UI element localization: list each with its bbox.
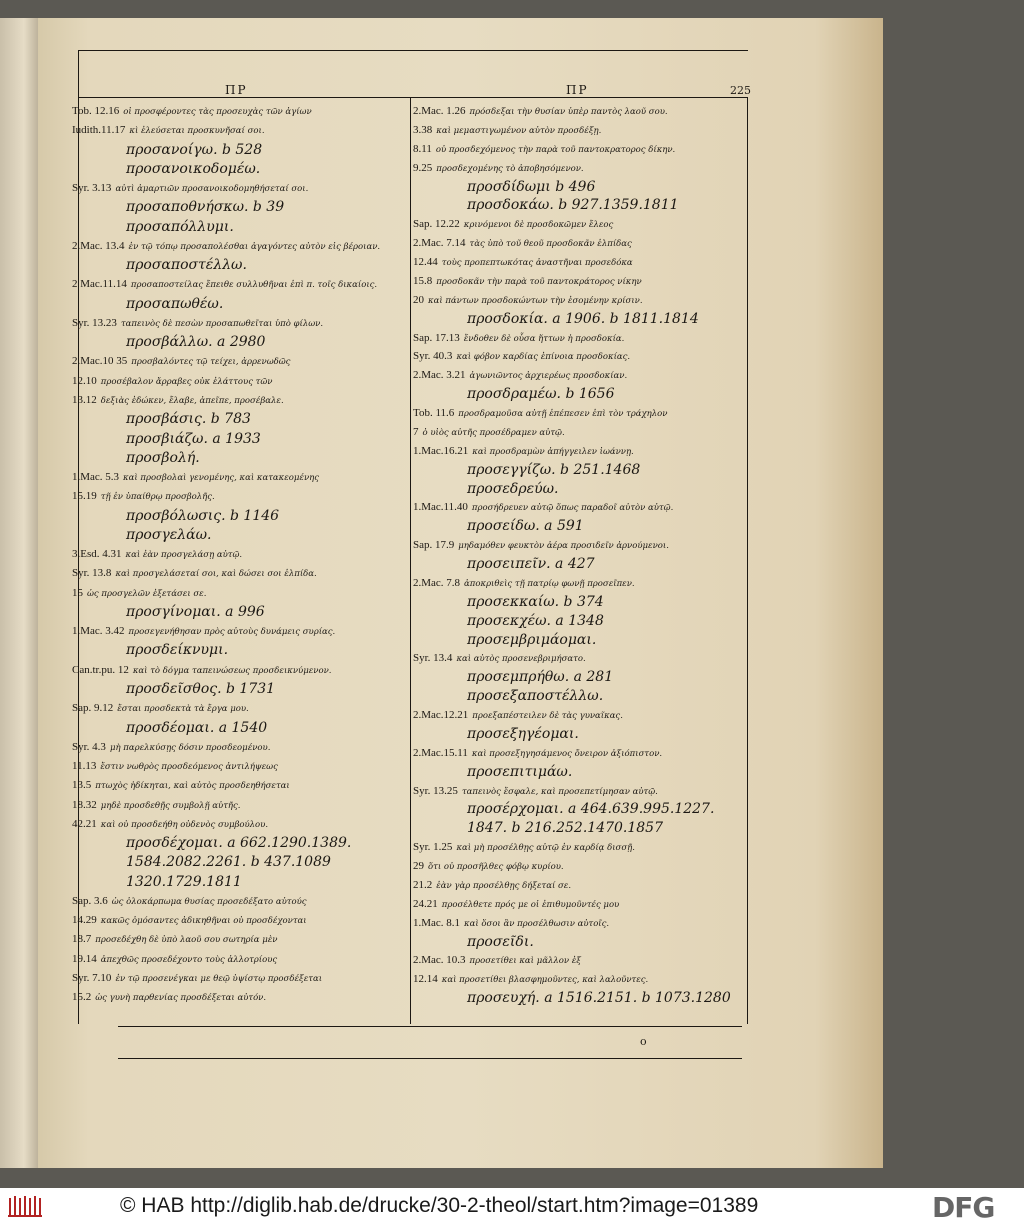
citation-line: [72, 314, 410, 333]
citation-reference: 7: [413, 425, 419, 438]
citation-text: μὴ παρελκύσῃς δόσιν προσδεομένου.: [109, 742, 271, 753]
citation-line: [413, 706, 749, 725]
headword-entry: [413, 819, 749, 838]
citation-reference: Can.tr.pu. 12: [72, 663, 129, 676]
citation-reference: 8.11: [413, 142, 432, 155]
citation-line: [72, 738, 410, 757]
citation-reference: 12.44: [413, 256, 438, 268]
catchword: ο: [640, 1035, 647, 1048]
column-divider: [410, 97, 411, 1024]
citation-text: τῇ ἐν ὑπαίθρῳ προσβολῆς.: [100, 492, 215, 503]
citation-line: [72, 796, 410, 815]
page-number: 225: [730, 84, 751, 97]
top-rule: [78, 50, 748, 51]
footer-rule-lower: [118, 1058, 742, 1059]
citation-text: μηδὲ προσδεθῇς συμβολῇ αὐτῆς.: [100, 800, 241, 811]
citation-text: προσήδρευεν αὐτῷ ὅπως παραδοῖ αὐτὸν αὐτῷ.: [471, 503, 674, 514]
headword-entry: [72, 507, 410, 526]
citation-reference: 2.Mac. 13.4: [72, 239, 125, 252]
citation-line: [72, 757, 410, 776]
citation-line: [413, 951, 749, 970]
citation-text: ταπεινὸς δὲ πεσὼν προσαπωθεῖται ὑπὸ φίλων.: [120, 318, 324, 329]
citation-reference: Tob. 11.6: [413, 407, 455, 419]
citation-reference: 12.10: [72, 374, 97, 387]
headword: προσδείκνυμι.: [126, 642, 229, 659]
header-rule: [78, 97, 748, 98]
citation-text: δεξιὰς ἐδώκεν, ἔλαβε, ἀπεῖπε, προσέβαλε.: [100, 395, 284, 406]
headword: προσεκχέω. a 1348: [467, 612, 604, 629]
citation-reference: 1.Mac.16.21: [413, 444, 469, 457]
headword: προσανοικοδομέω.: [126, 160, 261, 177]
headword: προσεμβριμάομαι.: [467, 631, 597, 648]
running-head-right: ΠΡ: [566, 83, 589, 97]
citation-line: [413, 404, 749, 423]
citation-line: [72, 930, 410, 949]
citation-reference: Tob. 12.16: [72, 105, 120, 117]
citation-line: [413, 649, 749, 668]
headword: προσέρχομαι. a 464.639.995.1227.: [467, 801, 715, 818]
headword-entry: [413, 800, 749, 819]
citation-text: ὡς ὁλοκάρπωμα θυσίας προσεδέξατο αὐτούς: [111, 896, 307, 907]
copyright-link[interactable]: © HAB http://diglib.hab.de/drucke/30-2-theol/start.htm?image=01389: [120, 1194, 759, 1217]
citation-line: [72, 391, 410, 410]
citation-reference: 2.Mac. 1.26: [413, 105, 466, 117]
citation-text: τὰς ὑπὸ τοῦ θεοῦ προσδοκᾶν ἐλπίδας: [469, 239, 632, 250]
headword-entry: [413, 668, 749, 687]
headword-entry: [413, 385, 749, 404]
citation-text: ἐν τῷ προσενέγκαι με θεῷ ὑψίστῳ προσδέξεται: [115, 973, 323, 984]
headword-entry: [413, 687, 749, 706]
citation-text: καὶ πάντων προσδοκώντων τὴν ἐσομένην κρίσιν.: [428, 295, 643, 306]
citation-line: [72, 969, 410, 988]
citation-reference: Sap. 3.6: [72, 894, 108, 907]
citation-reference: 42.21: [72, 817, 97, 830]
headword-entry: [72, 834, 410, 853]
citation-line: [413, 895, 749, 914]
headword-entry: [72, 198, 410, 217]
headword: προσβολή.: [126, 449, 200, 466]
citation-reference: 24.21: [413, 897, 438, 910]
citation-text: κὶ ἐλεύσεται προσκυνῆσαί σοι.: [129, 126, 265, 137]
citation-reference: 11.13: [72, 760, 97, 773]
headword: προσβιάζω. a 1933: [126, 430, 261, 447]
citation-reference: 1.Mac. 5.3: [72, 471, 120, 484]
headword-entry: [72, 853, 410, 872]
citation-line: [72, 121, 410, 140]
citation-line: [72, 950, 410, 969]
headword-entry: [413, 461, 749, 480]
citation-text: κρινόμενοι δὲ προσδοκῶμεν ἔλεος: [463, 220, 614, 231]
citation-line: [72, 815, 410, 834]
citation-text: καὶ προσβολαὶ γενομένης, καὶ κατακεομένης: [123, 473, 319, 484]
dfg-logo[interactable]: DFG: [932, 1191, 995, 1224]
citation-reference: 14.29: [72, 914, 97, 927]
citation-text: οἱ προσφέροντες τὰς προσευχὰς τῶν ἁγίων: [123, 107, 312, 117]
headword-entry: [72, 295, 410, 314]
citation-text: καὶ προσδραμὼν ἀπήγγειλεν ἰωάννῃ.: [472, 446, 634, 457]
citation-reference: Syr. 13.4: [413, 652, 453, 665]
citation-line: [413, 914, 749, 933]
left-column: [72, 102, 410, 1007]
headword-entry: [413, 933, 749, 952]
citation-line: [413, 838, 749, 857]
citation-text: καὶ οὐ προσδεήθη οὐδενὸς συμβούλου.: [100, 819, 269, 830]
right-column: [413, 102, 749, 1008]
headword: προσδέχομαι. a 662.1290.1389.: [126, 835, 352, 852]
citation-reference: 18.7: [72, 933, 92, 946]
citation-reference: Sap. 12.22: [413, 218, 460, 231]
citation-line: [413, 253, 749, 272]
citation-text: προσεδέχθη δὲ ὑπὸ λαοῦ σου σωτηρία μὲν: [95, 935, 278, 946]
citation-line: [413, 876, 749, 895]
headword-entry: [72, 680, 410, 699]
citation-reference: 1.Mac. 3.42: [72, 625, 125, 638]
headword: προσεδρεύω.: [467, 480, 559, 497]
headword: προσβόλωσις. b 1146: [126, 507, 280, 524]
citation-text: προσετίθει καὶ μᾶλλον ἐξ: [469, 956, 581, 967]
citation-line: [413, 970, 749, 989]
citation-reference: Syr. 13.23: [72, 316, 117, 329]
citation-text: ἀπεχθῶς προσεδέχοντο τοὺς ἀλλοτρίους: [100, 954, 278, 965]
headword: 1584.2082.2261. b 437.1089: [126, 854, 331, 871]
citation-line: [413, 423, 749, 442]
headword-entry: [413, 612, 749, 631]
citation-reference: 13.12: [72, 393, 97, 406]
citation-text: κακῶς ὀμόσαντες ἀδικηθῆναι οὐ προσδέχονται: [100, 916, 307, 927]
citation-line: [413, 574, 749, 593]
citation-reference: Syr. 3.13: [72, 182, 112, 195]
headword: προσδεῖσθος. b 1731: [126, 680, 276, 697]
citation-line: [72, 622, 410, 641]
headword: προσγίνομαι. a 996: [126, 603, 265, 620]
citation-line: [413, 536, 749, 555]
headword-entry: [72, 410, 410, 429]
citation-line: [413, 140, 749, 159]
headword-entry: [413, 763, 749, 782]
citation-reference: 2.Mac.10 35: [72, 355, 128, 368]
citation-reference: Syr. 13.25: [413, 784, 458, 797]
headword-entry: [413, 196, 749, 215]
headword-entry: [413, 517, 749, 536]
headword: 1847. b 216.252.1470.1857: [467, 820, 663, 837]
citation-reference: Syr. 7.10: [72, 971, 112, 984]
citation-line: [413, 366, 749, 385]
citation-text: καὶ ὅσοι ἂν προσέλθωσιν αὐτοῖς.: [464, 918, 610, 929]
citation-text: ὅτι οὐ προσῆλθες φόβῳ κυρίου.: [428, 862, 564, 872]
citation-reference: 3.Esd. 4.31: [72, 548, 122, 561]
citation-line: [413, 234, 749, 253]
citation-line: [72, 275, 410, 294]
citation-reference: 15: [72, 586, 83, 599]
citation-reference: 2.Mac. 7.14: [413, 237, 466, 250]
citation-line: [413, 857, 749, 876]
citation-reference: 1.Mac. 8.1: [413, 916, 461, 929]
citation-text: καὶ μεμαστιγωμένον αὐτὸν προσδέξῃ.: [436, 125, 602, 136]
citation-text: προσδεχομένης τὸ ἀποβησόμενον.: [436, 163, 584, 174]
headword: προσδίδωμι b 496: [467, 178, 596, 195]
citation-text: καὶ μὴ προσέλθῃς αὐτῷ ἐν καρδίᾳ δισσῇ.: [456, 843, 635, 854]
citation-line: [72, 988, 410, 1007]
citation-text: μηδαμόθεν φευκτὸν ἀέρα προσιδεῖν ἀρνούμενοι.: [458, 541, 669, 552]
citation-reference: 3.38: [413, 123, 433, 136]
citation-text: αὐτὶ ἁμαρτιῶν προσανοικοδομηθήσεταί σοι.: [115, 184, 309, 195]
headword: προσεκκαίω. b 374: [467, 593, 604, 610]
citation-reference: 15.8: [413, 274, 433, 287]
citation-text: καὶ αὐτὸς προσενεβριμήσατο.: [456, 654, 586, 665]
citation-line: [72, 179, 410, 198]
citation-line: [413, 121, 749, 140]
citation-reference: Syr. 13.8: [72, 567, 112, 580]
citation-text: ἀγωνιῶντος ἀρχιερέως προσδοκίαν.: [469, 371, 628, 382]
citation-reference: 9.25: [413, 161, 433, 174]
citation-text: προσαποστείλας ἔπειθε συλλυθῆναι ἐπὶ π. τοῖς δικαίοις.: [130, 280, 378, 291]
headword: προσεῖδι.: [467, 933, 534, 950]
citation-line: [413, 291, 749, 310]
citation-text: ἔσται προσδεκτὰ τὰ ἔργα μου.: [117, 704, 249, 715]
citation-reference: Syr. 1.25: [413, 841, 453, 854]
headword: προσδραμέω. b 1656: [467, 386, 615, 403]
headword-entry: [413, 725, 749, 744]
citation-text: ἔνδοθεν δὲ οὖσα ἥττων ἡ προσδοκία.: [463, 333, 625, 344]
headword-entry: [413, 178, 749, 197]
citation-line: [72, 237, 410, 256]
viewer-footer: [0, 1188, 1024, 1225]
citation-reference: Sap. 17.9: [413, 539, 455, 552]
headword: προσευχή. a 1516.2151. b 1073.1280: [467, 990, 731, 1007]
headword-entry: [72, 719, 410, 738]
citation-line: [72, 564, 410, 583]
headword: προσείδω. a 591: [467, 518, 584, 535]
citation-line: [413, 347, 749, 366]
citation-line: [413, 744, 749, 763]
citation-reference: 2.Mac.15.11: [413, 746, 468, 759]
footer-rule-upper: [118, 1026, 742, 1027]
headword-entry: [72, 430, 410, 449]
citation-line: [72, 661, 410, 680]
citation-reference: 13.5: [72, 779, 92, 792]
citation-reference: 2 Mac.11.14: [72, 278, 127, 291]
headword: προσεπιτιμάω.: [467, 763, 573, 780]
citation-line: [413, 272, 749, 291]
citation-text: προσέβαλον ἄρραβες οὐκ ἐλάττους τῶν: [100, 376, 273, 387]
citation-text: προσεγενήθησαν πρὸς αὐτοὺς δυνάμεις συρίας.: [128, 627, 336, 638]
citation-text: ὁ υἱὸς αὐτῆς προσέδραμεν αὐτῷ.: [422, 427, 565, 438]
headword-entry: [72, 218, 410, 237]
citation-text: πτωχὸς ἠδίκηται, καὶ αὐτὸς προσδεηθήσεται: [95, 781, 290, 792]
citation-line: [413, 498, 749, 517]
citation-line: [72, 699, 410, 718]
citation-line: [72, 468, 410, 487]
hab-logo-icon[interactable]: [6, 1194, 46, 1220]
citation-line: [72, 776, 410, 795]
headword-entry: [413, 480, 749, 499]
citation-line: [413, 782, 749, 801]
headword: προσγελάω.: [126, 526, 212, 543]
citation-text: ἔστιν νωθρὸς προσδεόμενος ἀντιλήψεως: [100, 762, 278, 773]
citation-reference: Syr. 40.3: [413, 350, 453, 363]
headword-entry: [413, 310, 749, 329]
citation-text: προσέλθετε πρός με οἱ ἐπιθυμοῦντές μου: [441, 899, 620, 910]
citation-text: ταπεινὸς ἔσφαλε, καὶ προσεπετίμησαν αὐτῷ.: [461, 786, 658, 797]
citation-reference: 1.Mac.11.40: [413, 501, 468, 514]
headword: προσβάσις. b 783: [126, 411, 251, 428]
citation-text: ἐὰν γὰρ προσέλθῃς δήξεταί σε.: [436, 880, 572, 891]
citation-text: καὶ προσετίθει βλασφημοῦντες, καὶ λαλοῦντες.: [441, 975, 649, 986]
headword: προσεξηγέομαι.: [467, 725, 579, 742]
headword: προσαπόλλυμι.: [126, 218, 234, 235]
citation-text: ὡς γυνὴ παρθενίας προσδέξεται αὐτόν.: [95, 993, 267, 1004]
citation-line: [72, 892, 410, 911]
citation-line: [72, 352, 410, 371]
citation-reference: 21.2: [413, 878, 433, 891]
citation-reference: 12.14: [413, 973, 438, 986]
headword: προσεγγίζω. b 251.1468: [467, 461, 641, 478]
headword-entry: [72, 603, 410, 622]
headword: προσειπεῖν. a 427: [467, 556, 595, 572]
citation-text: καὶ φόβον καρδίας ἐπίνοια προσδοκίας.: [456, 352, 631, 363]
citation-text: καὶ προσγελάσεταί σοι, καὶ δώσει σοι ἐλπίδα.: [115, 569, 317, 580]
headword: 1320.1729.1811: [126, 873, 242, 890]
citation-text: οὐ προσδεχόμενος τὴν παρὰ τοῦ παντοκρατορος δίκην.: [435, 144, 676, 155]
citation-reference: 15.2: [72, 991, 92, 1004]
citation-text: προσδοκᾶν τὴν παρὰ τοῦ παντοκράτορος νίκην: [436, 276, 642, 287]
citation-reference: 2.Mac. 10.3: [413, 954, 466, 967]
citation-line: [72, 487, 410, 506]
citation-text: ἐν τῷ τόπῳ προσαπολέσθαι ἀγαγόντες αὐτὸν εἰς βέροιαν.: [128, 241, 381, 252]
citation-reference: Sap. 17.13: [413, 331, 460, 344]
citation-reference: Iudith.11.17: [72, 124, 126, 137]
headword: προσαποθνήσκω. b 39: [126, 199, 285, 216]
citation-text: καὶ ἐὰν προσγελάσῃ αὐτῷ.: [125, 550, 243, 561]
headword-entry: [72, 333, 410, 352]
citation-line: [72, 911, 410, 930]
citation-text: ὡς προσγελῶν ἐξετάσει σε.: [87, 588, 207, 599]
citation-reference: Sap. 9.12: [72, 702, 114, 715]
headword-entry: [72, 641, 410, 660]
citation-line: [413, 329, 749, 348]
citation-text: προσβαλόντες τῷ τείχει, ἀρρενωδῶς: [131, 357, 291, 368]
citation-reference: 19.14: [72, 952, 97, 965]
headword: προσαποστέλλω.: [126, 257, 247, 274]
citation-line: [413, 159, 749, 178]
headword: προσαπωθέω.: [126, 295, 224, 312]
headword-entry: [72, 141, 410, 160]
headword-entry: [72, 526, 410, 545]
citation-text: καὶ τὸ δόγμα ταπεινώσεως προσδεικνύμενον.: [132, 665, 332, 676]
headword-entry: [413, 631, 749, 650]
citation-text: τοὺς προπεπτωκότας ἀναστῆναι προσεδόκα: [441, 258, 633, 268]
citation-text: προσδραμοῦσα αὐτῇ ἐπέπεσεν ἐπὶ τὸν τράχηλον: [458, 409, 668, 419]
headword-entry: [72, 873, 410, 892]
citation-text: καὶ προσεξηγησάμενος ὄνειρον ἀξιόπιστον.: [471, 748, 663, 759]
running-head-left: ΠΡ: [225, 83, 248, 97]
headword: προσδοκία. a 1906. b 1811.1814: [467, 310, 699, 327]
citation-reference: 2.Mac.12.21: [413, 709, 469, 721]
citation-line: [413, 102, 749, 121]
headword-entry: [413, 593, 749, 612]
citation-line: [72, 584, 410, 603]
headword: προσεξαποστέλλω.: [467, 688, 604, 705]
citation-text: ἀποκριθεὶς τῇ πατρίῳ φωνῇ προσεῖπεν.: [464, 578, 635, 589]
headword-entry: [413, 989, 749, 1008]
headword-entry: [72, 256, 410, 275]
headword: προσανοίγω. b 528: [126, 141, 263, 158]
headword: προσδέομαι. a 1540: [126, 719, 268, 736]
citation-line: [72, 372, 410, 391]
citation-reference: 2.Mac. 7.8: [413, 576, 461, 589]
citation-reference: Syr. 4.3: [72, 740, 106, 753]
citation-line: [72, 545, 410, 564]
citation-line: [413, 215, 749, 234]
headword: προσεμπρήθω. a 281: [467, 669, 614, 686]
citation-text: πρόσδεξαι τὴν θυσίαν ὑπὲρ παντὸς λαοῦ σου.: [469, 107, 668, 117]
citation-reference: 15.19: [72, 490, 97, 503]
citation-reference: 29: [413, 860, 424, 872]
headword-entry: [413, 555, 749, 574]
headword-entry: [72, 449, 410, 468]
citation-reference: 18.32: [72, 798, 97, 811]
citation-text: προεξαπέστειλεν δὲ τὰς γυναῖκας.: [472, 711, 623, 721]
citation-line: [413, 442, 749, 461]
adjacent-page-edge: [0, 18, 40, 1168]
headword: προσδοκάω. b 927.1359.1811: [467, 197, 679, 214]
citation-reference: 20: [413, 293, 424, 306]
headword-entry: [72, 160, 410, 179]
citation-reference: 2.Mac. 3.21: [413, 369, 466, 382]
headword: προσβάλλω. a 2980: [126, 334, 266, 351]
citation-line: [72, 102, 410, 121]
